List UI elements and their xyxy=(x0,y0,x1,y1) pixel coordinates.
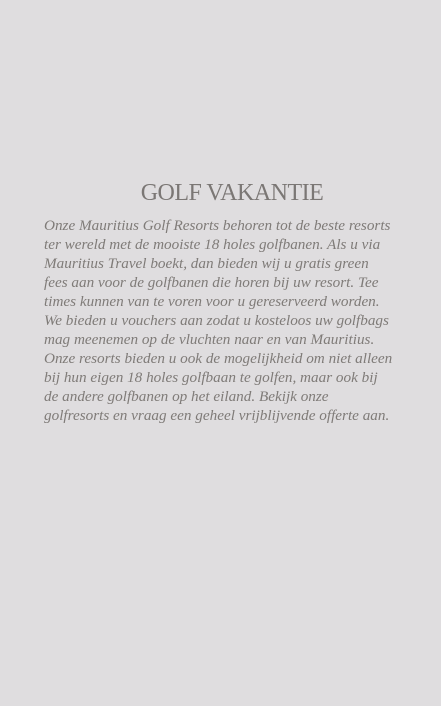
section-title: GOLF VAKANTIE xyxy=(140,180,324,206)
golf-vakantie-section xyxy=(44,178,414,425)
section-description: Onze Mauritius Golf Resorts behoren tot de beste resorts ter wereld met de mooiste 18 holes golfbanen. Als u via Mauritius Travel boekt, dan bieden wij u gratis green fees aan voor de golfbanen die horen bij uw resort. Tee times kunnen van te voren voor u gereserveerd worden. We bieden u vouchers aan zodat u kosteloos uw golfbags mag meenemen op de vluchten naar en van Mauritius. Onze resorts bieden u ook de mogelijkheid om niet alleen bij hun eigen 18 holes golfbaan te golfen, maar ook bij de andere golfbanen op het eiland. Bekijk onze golfresorts en vraag een geheel vrijblijvende offerte aan. xyxy=(44,217,393,424)
